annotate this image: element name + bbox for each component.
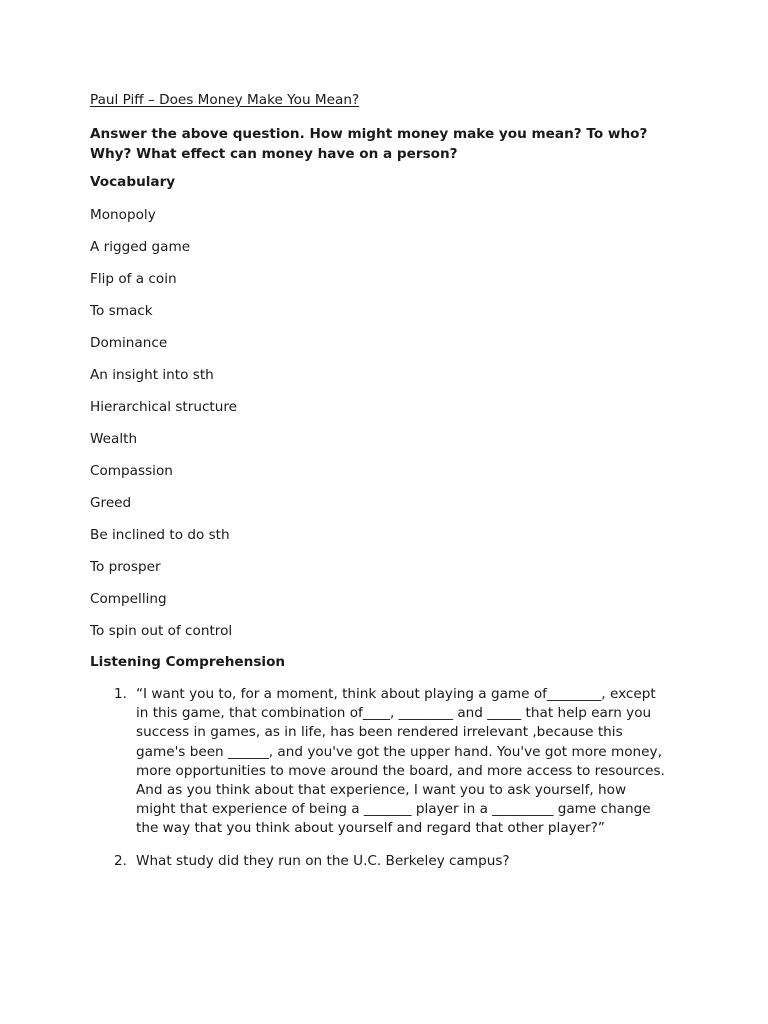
vocabulary-item: To spin out of control	[90, 623, 233, 639]
vocabulary-item: Monopoly	[90, 207, 156, 223]
question-text-line: What study did they run on the U.C. Berkeley campus?	[136, 852, 510, 869]
question-text-line: the way that you think about yourself and regard that other player?”	[136, 820, 605, 837]
vocabulary-item: Flip of a coin	[90, 271, 177, 287]
document-title: Paul Piff – Does Money Make You Mean?	[90, 92, 360, 108]
vocabulary-heading: Vocabulary	[90, 174, 176, 190]
question-text-line: game's been ______, and you've got the upper hand. You've got more money,	[136, 743, 662, 760]
question-text-line: in this game, that combination of____, ________ and _____ that help earn you	[136, 705, 652, 722]
listening-question-2	[90, 852, 690, 871]
question-text-line: might that experience of being a _______ player in a _________ game change	[136, 801, 651, 818]
vocabulary-item: Compassion	[90, 463, 173, 479]
question-text	[136, 685, 676, 839]
vocabulary-item: To prosper	[90, 559, 161, 575]
question-number: 2.	[114, 852, 127, 869]
vocabulary-item: Hierarchical structure	[90, 399, 238, 415]
intro-question: Answer the above question. How might money make you mean? To who? Why? What effect can money have on a person?	[90, 126, 648, 162]
question-text-line: success in games, as in life, has been rendered irrelevant ,because this	[136, 724, 623, 741]
vocabulary-item: Be inclined to do sth	[90, 527, 230, 543]
vocabulary-item: Wealth	[90, 431, 138, 447]
listening-question-list	[90, 685, 690, 871]
question-number: 1.	[114, 686, 127, 702]
vocabulary-item: Compelling	[90, 591, 167, 607]
question-text-line: more opportunities to move around the board, and more access to resources.	[136, 762, 665, 779]
listening-question-1	[90, 685, 690, 839]
question-text-line: “I want you to, for a moment, think about playing a game of________, except	[136, 686, 656, 702]
vocabulary-list	[90, 206, 237, 654]
vocabulary-item: A rigged game	[90, 239, 191, 255]
vocabulary-item: An insight into sth	[90, 367, 214, 383]
listening-comprehension-heading: Listening Comprehension	[90, 654, 286, 670]
vocabulary-item: To smack	[90, 303, 153, 319]
question-text	[136, 852, 676, 871]
question-text-line: And as you think about that experience, I want you to ask yourself, how	[136, 782, 627, 799]
vocabulary-item: Dominance	[90, 335, 168, 351]
vocabulary-item: Greed	[90, 495, 132, 511]
